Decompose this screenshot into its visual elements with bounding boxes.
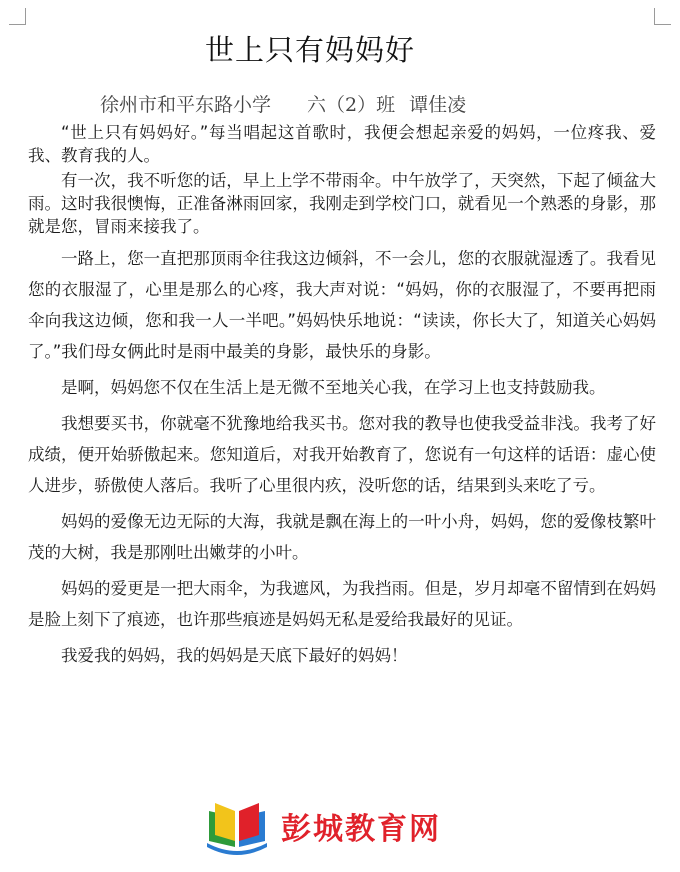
essay-body [28, 121, 656, 671]
paragraph-8: 我爱我的妈妈，我的妈妈是天底下最好的妈妈！ [61, 646, 408, 665]
paragraph-1: “世上只有妈妈好。”每当唱起这首歌时，我便会想起亲爱的妈妈，一位疼我、爱我、教育我的人。 [28, 123, 656, 165]
paragraph-2: 有一次，我不听您的话，早上上学不带雨伞。中午放学了，天突然，下起了倾盆大雨。这时我很懊悔，正准备淋雨回家，我刚走到学校门口，就看见一个熟悉的身影，那就是您，冒雨来接我了。 [28, 171, 656, 236]
paragraph-3: 一路上，您一直把那顶雨伞往我这边倾斜，不一会儿，您的衣服就湿透了。我看见您的衣服湿了，心里是那么的心疼，我大声对说：“妈妈，你的衣服湿了，不要再把雨伞向我这边倾，您和我一人一半吧。”妈妈快乐地说：“读读，你长大了，知道关心妈妈了。”我们母女俩此时是雨中最美的身影，最快乐的身影。 [28, 249, 656, 361]
book-logo-icon [205, 797, 269, 855]
document-title: 世上只有妈妈好 [204, 33, 415, 67]
paragraph-5: 我想要买书，你就毫不犹豫地给我买书。您对我的教导也使我受益非浅。我考了好成绩，便开始骄傲起来。您知道后，对我开始教育了，您说有一句这样的话语：虚心使人进步，骄傲使人落后。我听了心里很内疚，没听您的话，结果到头来吃了亏。 [28, 414, 656, 495]
site-logo [205, 797, 441, 855]
byline-school: 徐州市和平东路小学 [100, 94, 272, 116]
byline-class: 六（2）班 [307, 94, 396, 116]
byline [100, 90, 466, 117]
site-logo-text: 彭城教育网 [281, 812, 441, 847]
crop-mark-top-left [9, 8, 26, 25]
byline-author: 谭佳凌 [409, 94, 467, 116]
paragraph-4: 是啊，妈妈您不仅在生活上是无微不至地关心我，在学习上也支持鼓励我。 [61, 378, 606, 397]
crop-mark-top-right [654, 8, 671, 25]
paragraph-6: 妈妈的爱像无边无际的大海，我就是飘在海上的一叶小舟，妈妈，您的爱像枝繁叶茂的大树，我是那刚吐出嫩芽的小叶。 [28, 512, 656, 562]
paragraph-7: 妈妈的爱更是一把大雨伞，为我遮风，为我挡雨。但是，岁月却毫不留情到在妈妈是脸上刻下了痕迹，也许那些痕迹是妈妈无私是爱给我最好的见证。 [28, 579, 656, 629]
